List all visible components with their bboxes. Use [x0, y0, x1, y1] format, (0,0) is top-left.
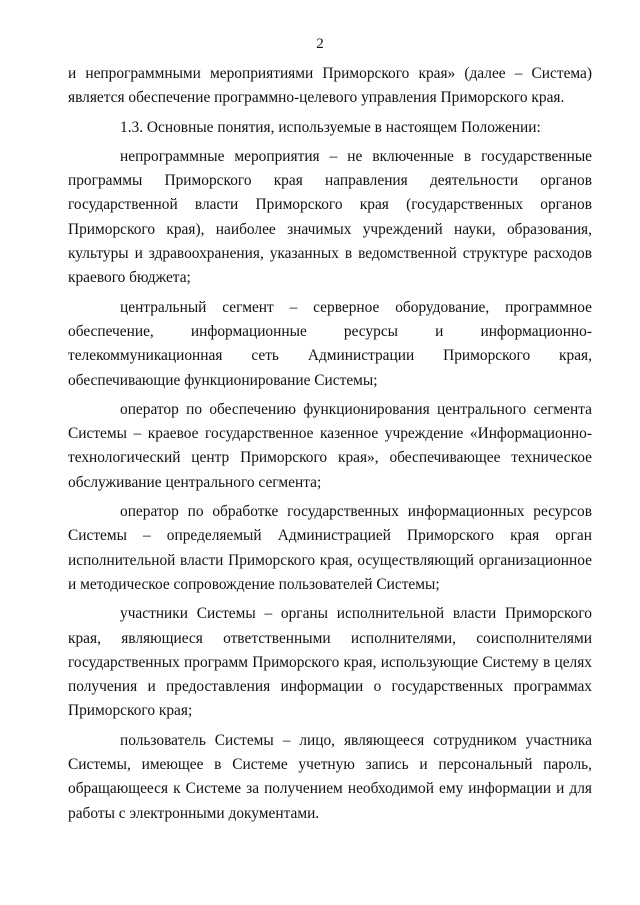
paragraph-definition-system-user: пользователь Системы – лицо, являющееся сотрудником участника Системы, имеющее в Системе учетную запись и персональный пароль, обращающееся к Системе за получением необходимой ему информации и для работы с электронными документами. [68, 731, 592, 822]
page-number: 2 [316, 36, 324, 52]
document-body [68, 62, 592, 826]
paragraph-intro-continuation: и непрограммными мероприятиями Приморского края» (далее – Система) является обеспечение программно-целевого управления Приморского края. [68, 65, 592, 107]
paragraph-section-1-3-heading: 1.3. Основные понятия, используемые в настоящем Положении: [120, 118, 541, 136]
paragraph-definition-nonprogram-measures: непрограммные мероприятия – не включенные в государственные программы Приморского края направления деятельности органов государственной власти Приморского края (государственных органов Приморского края), наиболее значимых учреждений науки, образования, культуры и здравоохранения, указанных в ведомственной структуре расходов краевого бюджета; [68, 147, 592, 287]
paragraph-definition-central-segment: центральный сегмент – серверное оборудование, программное обеспечение, информационные ресурсы и информационно-телекоммуникационная сеть Администрации Приморского края, обеспечивающие функционирование Системы; [68, 298, 592, 389]
paragraph-definition-system-participants: участники Системы – органы исполнительной власти Приморского края, являющиеся ответственными исполнителями, соисполнителями государственных программ Приморского края, использующие Систему в целях получения и предоставления информации о государственных программах Приморского края; [68, 605, 592, 720]
paragraph-definition-segment-operator: оператор по обеспечению функционирования центрального сегмента Системы – краевое государственное казенное учреждение «Информационно-технологический центр Приморского края», обеспечивающее техническое обслуживание центрального сегмента; [68, 400, 592, 491]
paragraph-definition-resources-operator: оператор по обработке государственных информационных ресурсов Системы – определяемый Администрацией Приморского края орган исполнительной власти Приморского края, осуществляющий организационное и методическое сопровождение пользователей Системы; [68, 503, 592, 593]
